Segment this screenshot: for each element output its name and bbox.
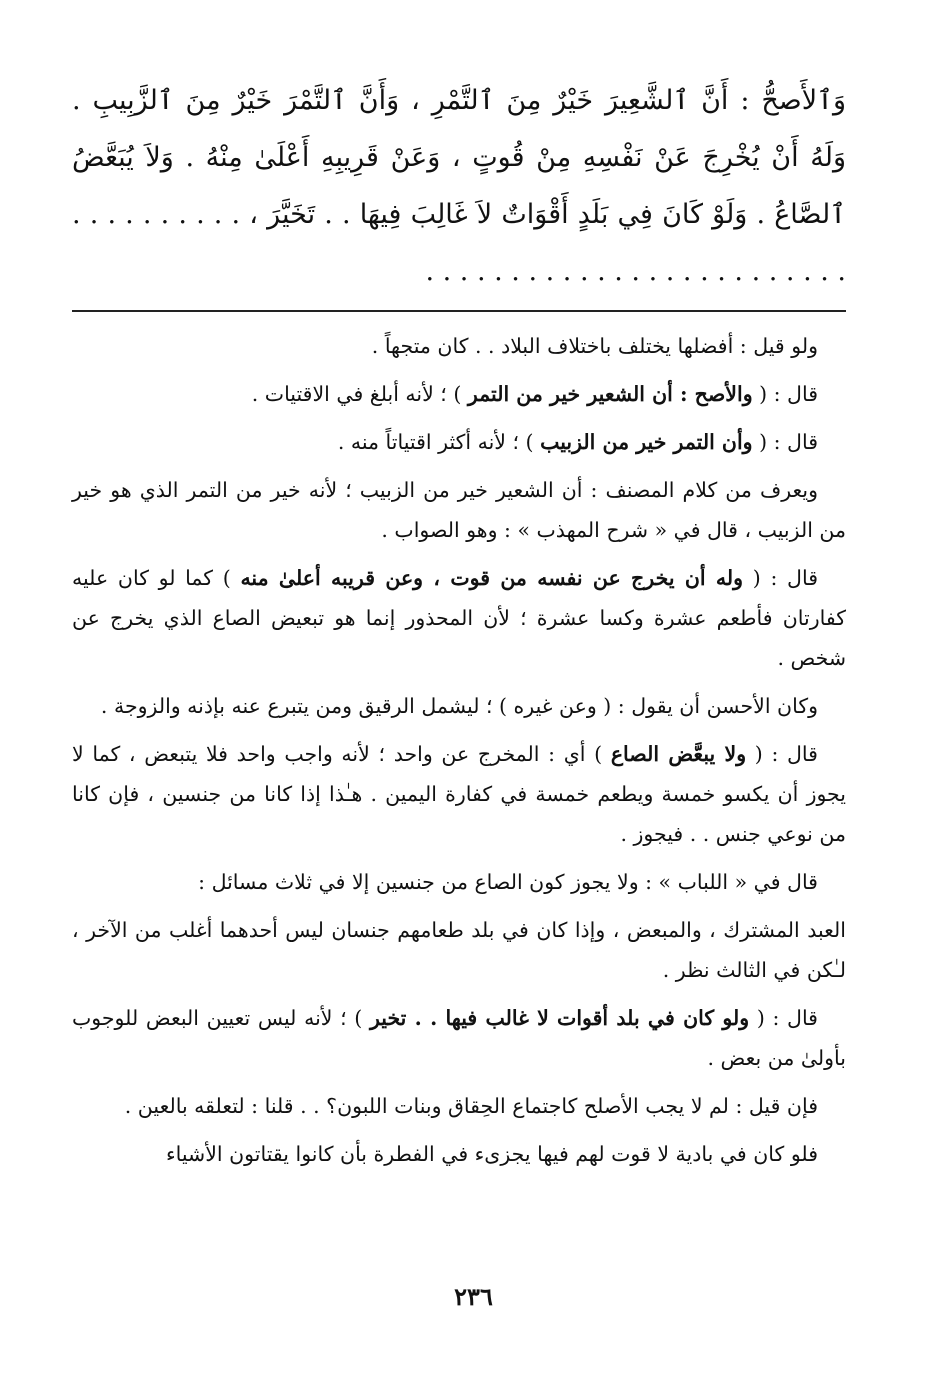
commentary-text: ) كما لو كان عليه كفارتان فأطعم عشرة وكسا عشرة ؛ لأن المحذور إنما هو تبعيض الصاع الذي يخرج عن شخص . xyxy=(72,566,846,670)
commentary-text: فإن قيل : لم لا يجب الأصلح كاجتماع الحِقاق وبنات اللبون؟ . . قلنا : لتعلقه بالعين . xyxy=(124,1094,818,1118)
commentary-text: ) ؛ لأنه أكثر اقتياتاً منه . xyxy=(337,430,541,454)
commentary-paragraph xyxy=(72,862,846,902)
commentary-paragraph xyxy=(72,686,846,726)
commentary-text: ) ؛ لأنه ليس تعيين البعض للوجوب بأولىٰ من بعض . xyxy=(72,1006,846,1070)
matn-text xyxy=(72,72,846,300)
quoted-matn: والأصح : أن الشعير خير من التمر xyxy=(467,382,753,406)
commentary-text: قال : ( xyxy=(749,1006,818,1030)
page-number: ٢٣٦ xyxy=(454,1282,493,1311)
commentary-text: قال : ( xyxy=(743,566,818,590)
quoted-matn: وأن التمر خير من الزبيب xyxy=(540,430,753,454)
commentary-paragraph xyxy=(72,1134,846,1174)
footnote-separator xyxy=(72,310,846,312)
commentary-text: قال في « اللباب » : ولا يجوز كون الصاع من جنسين إلا في ثلاث مسائل : xyxy=(198,870,818,894)
commentary-paragraph xyxy=(72,998,846,1078)
commentary-paragraph xyxy=(72,734,846,854)
commentary-text: ) ؛ لأنه أبلغ في الاقتيات . xyxy=(251,382,468,406)
matn-body: وَٱلأَصحُّ : أَنَّ ٱلشَّعِيرَ خَيْرٌ مِنَ ٱلتَّمْرِ ، وَأَنَّ ٱلتَّمْرَ خَيْرٌ مِنَ ٱلزَّبِيبِ . وَلَهُ أَنْ يُخْرِجَ عَنْ نَفْسِهِ مِنْ قُوتٍ ، وَعَنْ قَرِيبِهِ أَعْلَىٰ مِنْهُ . وَلاَ يُبَعَّضُ ٱلصَّاعُ . وَلَوْ كَانَ فِي بَلَدٍ أَقْوَاتٌ لاَ غَالِبَ فِيهَا . . تَخَيَّرَ ، xyxy=(72,85,846,230)
commentary-text: فلو كان في بادية لا قوت لهم فيها يجزىء في الفطرة بأن كانوا يقتاتون الأشياء xyxy=(165,1142,818,1166)
commentary-paragraph xyxy=(72,326,846,366)
commentary-paragraph xyxy=(72,558,846,678)
quoted-matn: ولا يبعَّض الصاع xyxy=(610,742,747,766)
commentary-paragraph xyxy=(72,422,846,462)
quoted-matn: وله أن يخرج عن نفسه من قوت ، وعن قريبه أعلىٰ منه xyxy=(240,566,744,590)
commentary-paragraph xyxy=(72,470,846,550)
commentary xyxy=(72,326,846,1174)
page xyxy=(72,72,846,1332)
commentary-text: قال : ( xyxy=(752,430,818,454)
commentary-text: قال : ( xyxy=(752,382,818,406)
commentary-text: ويعرف من كلام المصنف : أن الشعير خير من الزبيب ؛ لأنه خير من التمر الذي هو خير من الزبيب ، قال في « شرح المهذب » : وهو الصواب . xyxy=(72,478,846,542)
commentary-text: العبد المشترك ، والمبعض ، وإذا كان في بلد طعامهم جنسان ليس أحدهما أغلب من الآخر ، لـٰكن في الثالث نظر . xyxy=(72,918,846,982)
commentary-paragraph xyxy=(72,1086,846,1126)
commentary-paragraph xyxy=(72,374,846,414)
matn-dots: . . . . . . . . . . . . . . . . . . . . . . . . . . . . . . . . . . . xyxy=(72,199,846,287)
quoted-matn: ولو كان في بلد أقوات لا غالب فيها . . تخير xyxy=(369,1006,750,1030)
commentary-text: قال : ( xyxy=(746,742,818,766)
commentary-paragraph xyxy=(72,910,846,990)
commentary-text: ) أي : المخرج عن واحد ؛ لأنه واجب واحد فلا يتبعض ، كما لا يجوز أن يكسو خمسة ويطعم خمسة في كفارة اليمين . هـٰذا إذا كانا من جنسين ، فإن كانا من نوعي جنس . . فيجوز . xyxy=(72,742,846,846)
commentary-text: ولو قيل : أفضلها يختلف باختلاف البلاد . . كان متجهاً . xyxy=(371,334,818,358)
commentary-text: وكان الأحسن أن يقول : ( وعن غيره ) ؛ ليشمل الرقيق ومن يتبرع عنه بإذنه والزوجة . xyxy=(100,694,818,718)
